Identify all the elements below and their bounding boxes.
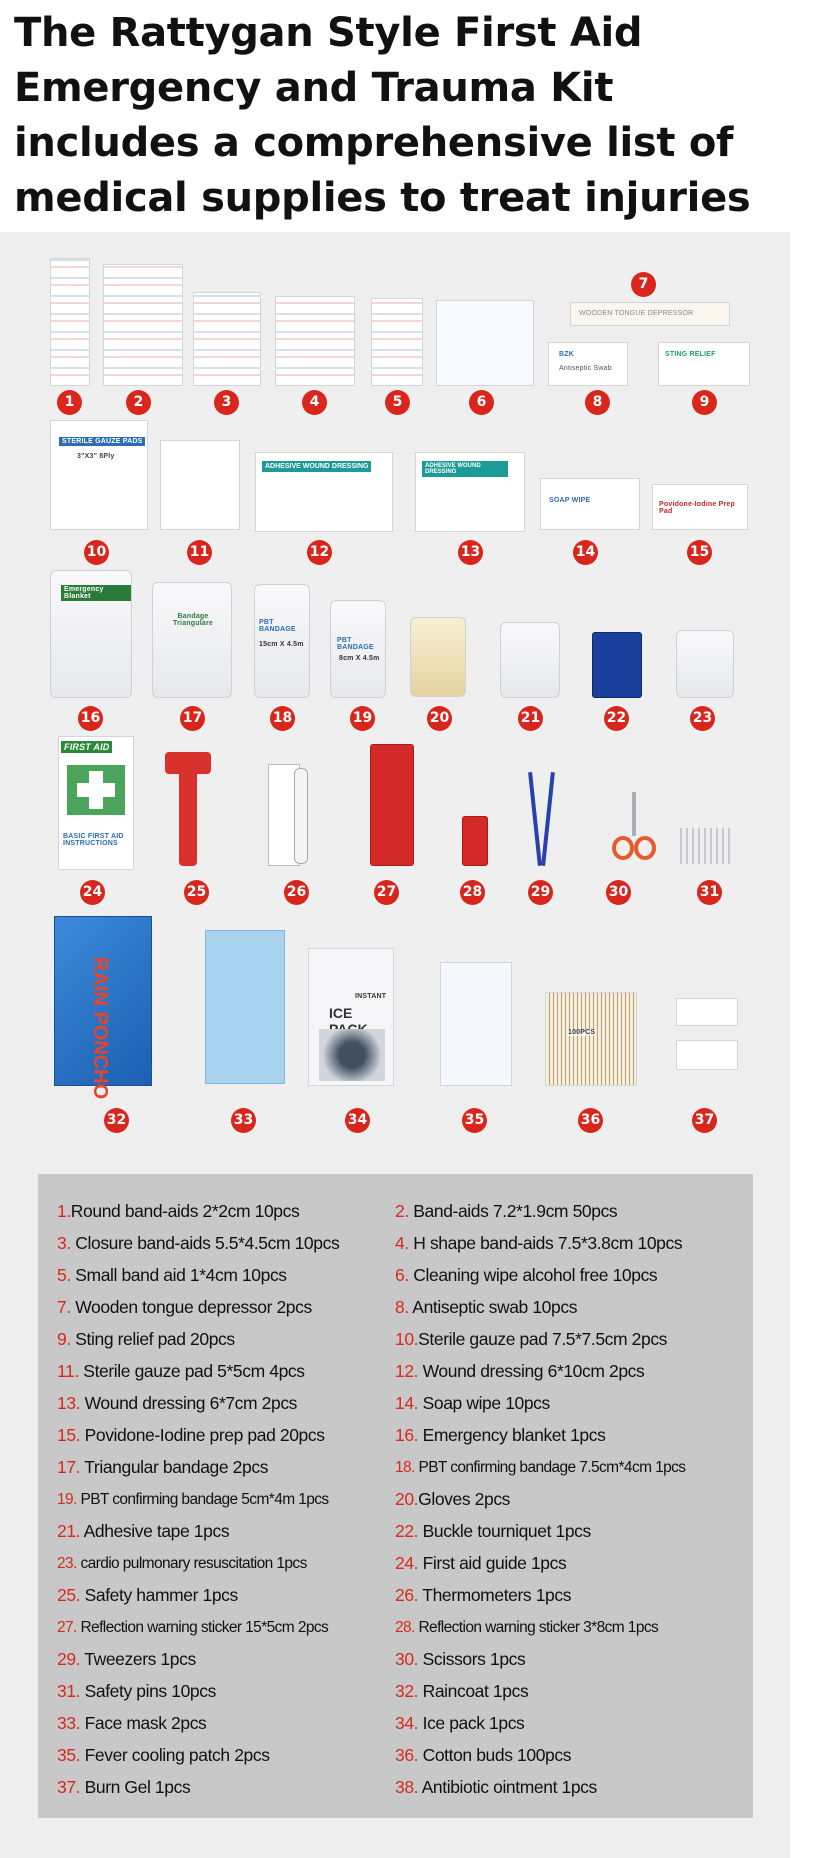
- triangular-label: Bandage Triangulare: [173, 613, 213, 627]
- pbt-label-2: PBT BANDAGE: [337, 637, 374, 651]
- legend-item-17: 17. Triangular bandage 2pcs: [57, 1457, 269, 1477]
- pbt-label: PBT BANDAGE: [259, 619, 296, 633]
- item-6-cleaning-wipe: [436, 300, 534, 386]
- item-10-sterile-gauze-pad: [50, 420, 148, 530]
- soap-wipe-label: SOAP WIPE: [549, 497, 591, 504]
- contents-legend: [38, 1174, 753, 1818]
- photo-number-21: 21: [518, 706, 543, 731]
- legend-item-4: 4. H shape band-aids 7.5*3.8cm 10pcs: [395, 1233, 683, 1253]
- item-32-raincoat: [54, 916, 152, 1100]
- photo-number-25: 25: [184, 880, 209, 905]
- item-3-closure-band-aids: [193, 292, 261, 386]
- povidone-label: Povidone-Iodine Prep Pad: [659, 501, 735, 515]
- tongue-depressor-label: WOODEN TONGUE DEPRESSOR: [579, 310, 694, 317]
- photo-number-32: 32: [104, 1108, 129, 1133]
- legend-item-12: 12. Wound dressing 6*10cm 2pcs: [395, 1361, 645, 1381]
- photo-number-30: 30: [606, 880, 631, 905]
- item-17-triangular-bandage: [152, 582, 232, 698]
- legend-item-32: 32. Raincoat 1pcs: [395, 1681, 529, 1701]
- item-34-ice-pack: [308, 948, 394, 1086]
- item-26-thermometer: [268, 764, 312, 864]
- cotton-count-label: 100PCS: [568, 1029, 596, 1036]
- legend-item-15: 15. Povidone-Iodine prep pad 20pcs: [57, 1425, 325, 1445]
- legend-item-27: 27. Reflection warning sticker 15*5cm 2pcs: [57, 1619, 329, 1636]
- legend-item-2: 2. Band-aids 7.2*1.9cm 50pcs: [395, 1201, 618, 1221]
- item-5-small-band-aid: [371, 298, 423, 386]
- item-30-scissors: [610, 792, 660, 866]
- item-38-antibiotic-ointment: [676, 1040, 738, 1070]
- photo-number-13: 13: [458, 540, 483, 565]
- legend-item-20: 20.Gloves 2pcs: [395, 1489, 511, 1509]
- photo-number-17: 17: [180, 706, 205, 731]
- legend-item-10: 10.Sterile gauze pad 7.5*7.5cm 2pcs: [395, 1329, 668, 1349]
- photo-number-11: 11: [187, 540, 212, 565]
- legend-item-35: 35. Fever cooling patch 2pcs: [57, 1745, 270, 1765]
- legend-item-23: 23. cardio pulmonary resuscitation 1pcs: [57, 1555, 307, 1572]
- photo-number-37: 37: [692, 1108, 717, 1133]
- item-24-first-aid-guide: [58, 736, 134, 870]
- headline: The Rattygan Style First Aid Emergency and Trauma Kit includes a comprehensive list of medical supplies to treat injuries: [14, 10, 751, 221]
- emergency-blanket-label: Emergency Blanket: [61, 585, 131, 601]
- photo-number-8: 8: [585, 390, 610, 415]
- legend-item-1: 1.Round band-aids 2*2cm 10pcs: [57, 1201, 300, 1221]
- item-36-cotton-buds: [545, 992, 637, 1086]
- sting-relief-label: STING RELIEF: [665, 351, 716, 358]
- item-31-safety-pins: [680, 828, 730, 864]
- photo-number-23: 23: [690, 706, 715, 731]
- item-29-tweezers: [530, 772, 556, 866]
- item-22-buckle-tourniquet: [592, 632, 642, 698]
- first-aid-guide-title: BASIC FIRST AID INSTRUCTIONS: [63, 833, 124, 847]
- item-7-tongue-depressor: [570, 302, 730, 326]
- legend-item-11: 11. Sterile gauze pad 5*5cm 4pcs: [57, 1361, 305, 1381]
- item-28-reflection-sticker-small: [462, 816, 488, 866]
- first-aid-brand: FIRST AID: [61, 741, 112, 753]
- legend-item-5: 5. Small band aid 1*4cm 10pcs: [57, 1265, 287, 1285]
- item-12-wound-dressing: [255, 452, 393, 532]
- legend-item-9: 9. Sting relief pad 20pcs: [57, 1329, 235, 1349]
- gauze-size-label: 3"X3" 8Ply: [77, 453, 115, 460]
- item-21-adhesive-tape: [500, 622, 560, 698]
- photo-number-4: 4: [302, 390, 327, 415]
- wound-dressing-small-label: ADHESIVE WOUND DRESSING: [422, 461, 508, 477]
- legend-item-34: 34. Ice pack 1pcs: [395, 1713, 525, 1733]
- sterile-gauze-label: STERILE GAUZE PADS: [59, 437, 145, 446]
- item-1-round-band-aids: [50, 258, 90, 386]
- legend-item-33: 33. Face mask 2pcs: [57, 1713, 207, 1733]
- item-9-sting-relief: [658, 342, 750, 386]
- legend-item-26: 26. Thermometers 1pcs: [395, 1585, 572, 1605]
- photo-number-7: 7: [631, 272, 656, 297]
- legend-item-37: 37. Burn Gel 1pcs: [57, 1777, 191, 1797]
- legend-item-31: 31. Safety pins 10pcs: [57, 1681, 216, 1701]
- legend-item-14: 14. Soap wipe 10pcs: [395, 1393, 550, 1413]
- item-14-soap-wipe: [540, 478, 640, 530]
- photo-number-19: 19: [350, 706, 375, 731]
- item-37-burn-gel: [676, 998, 738, 1026]
- photo-number-27: 27: [374, 880, 399, 905]
- legend-item-13: 13. Wound dressing 6*7cm 2pcs: [57, 1393, 298, 1413]
- item-8-antiseptic-swab: [548, 342, 628, 386]
- legend-item-38: 38. Antibiotic ointment 1pcs: [395, 1777, 597, 1797]
- photo-number-16: 16: [78, 706, 103, 731]
- pbt-size-2: 8cm X 4.5m: [339, 655, 380, 662]
- item-4-h-shape-band-aids: [275, 296, 355, 386]
- legend-item-30: 30. Scissors 1pcs: [395, 1649, 526, 1669]
- antiseptic-sub: Antiseptic Swab: [559, 365, 612, 372]
- photo-number-9: 9: [692, 390, 717, 415]
- legend-item-6: 6. Cleaning wipe alcohol free 10pcs: [395, 1265, 658, 1285]
- photo-number-12: 12: [307, 540, 332, 565]
- photo-number-3: 3: [214, 390, 239, 415]
- legend-item-16: 16. Emergency blanket 1pcs: [395, 1425, 606, 1445]
- photo-number-6: 6: [469, 390, 494, 415]
- instant-label: INSTANT: [355, 993, 387, 1000]
- item-11-sterile-gauze-pad-small: [160, 440, 240, 530]
- pbt-size: 15cm X 4.5m: [259, 641, 304, 648]
- photo-number-29: 29: [528, 880, 553, 905]
- legend-item-3: 3. Closure band-aids 5.5*4.5cm 10pcs: [57, 1233, 340, 1253]
- photo-number-33: 33: [231, 1108, 256, 1133]
- white-cross-bar-icon: [77, 783, 115, 797]
- legend-item-24: 24. First aid guide 1pcs: [395, 1553, 567, 1573]
- item-19-pbt-bandage-small: [330, 600, 386, 698]
- photo-number-2: 2: [126, 390, 151, 415]
- photo-number-5: 5: [385, 390, 410, 415]
- item-2-band-aids: [103, 264, 183, 386]
- legend-item-18: 18. PBT confirming bandage 7.5cm*4cm 1pcs: [395, 1459, 686, 1476]
- legend-item-7: 7. Wooden tongue depressor 2pcs: [57, 1297, 312, 1317]
- item-27-reflection-sticker-large: [370, 744, 414, 866]
- photo-number-34: 34: [345, 1108, 370, 1133]
- photo-number-28: 28: [460, 880, 485, 905]
- item-15-povidone-pad: [652, 484, 748, 530]
- item-18-pbt-bandage: [254, 584, 310, 698]
- item-20-gloves: [410, 617, 466, 697]
- photo-number-24: 24: [80, 880, 105, 905]
- legend-item-21: 21. Adhesive tape 1pcs: [57, 1521, 230, 1541]
- item-25-safety-hammer: [165, 752, 211, 866]
- item-16-emergency-blanket: [50, 570, 132, 698]
- legend-item-22: 22. Buckle tourniquet 1pcs: [395, 1521, 591, 1541]
- photo-number-15: 15: [687, 540, 712, 565]
- photo-number-31: 31: [697, 880, 722, 905]
- photo-number-20: 20: [427, 706, 452, 731]
- photo-number-26: 26: [284, 880, 309, 905]
- photo-number-18: 18: [270, 706, 295, 731]
- photo-number-22: 22: [604, 706, 629, 731]
- item-23-cpr-mask: [676, 630, 734, 698]
- photo-number-10: 10: [84, 540, 109, 565]
- item-35-fever-cooling-patch: [440, 962, 512, 1086]
- photo-number-14: 14: [573, 540, 598, 565]
- item-13-wound-dressing-small: [415, 452, 525, 532]
- photo-number-35: 35: [462, 1108, 487, 1133]
- legend-item-28: 28. Reflection warning sticker 3*8cm 1pcs: [395, 1619, 659, 1636]
- legend-item-25: 25. Safety hammer 1pcs: [57, 1585, 238, 1605]
- wound-dressing-label: ADHESIVE WOUND DRESSING: [262, 461, 371, 472]
- photo-number-36: 36: [578, 1108, 603, 1133]
- photo-number-1: 1: [57, 390, 82, 415]
- legend-item-8: 8. Antiseptic swab 10pcs: [395, 1297, 578, 1317]
- rain-poncho-label: RAIN PONCHO: [89, 957, 111, 1100]
- legend-item-29: 29. Tweezers 1pcs: [57, 1649, 196, 1669]
- ice-pack-label: ICE: [329, 1005, 353, 1021]
- legend-item-36: 36. Cotton buds 100pcs: [395, 1745, 572, 1765]
- ice-pack-pattern: [319, 1029, 385, 1081]
- legend-item-19: 19. PBT confirming bandage 5cm*4m 1pcs: [57, 1491, 329, 1508]
- antiseptic-brand: BZK: [559, 351, 574, 358]
- item-33-face-mask: [205, 930, 285, 1084]
